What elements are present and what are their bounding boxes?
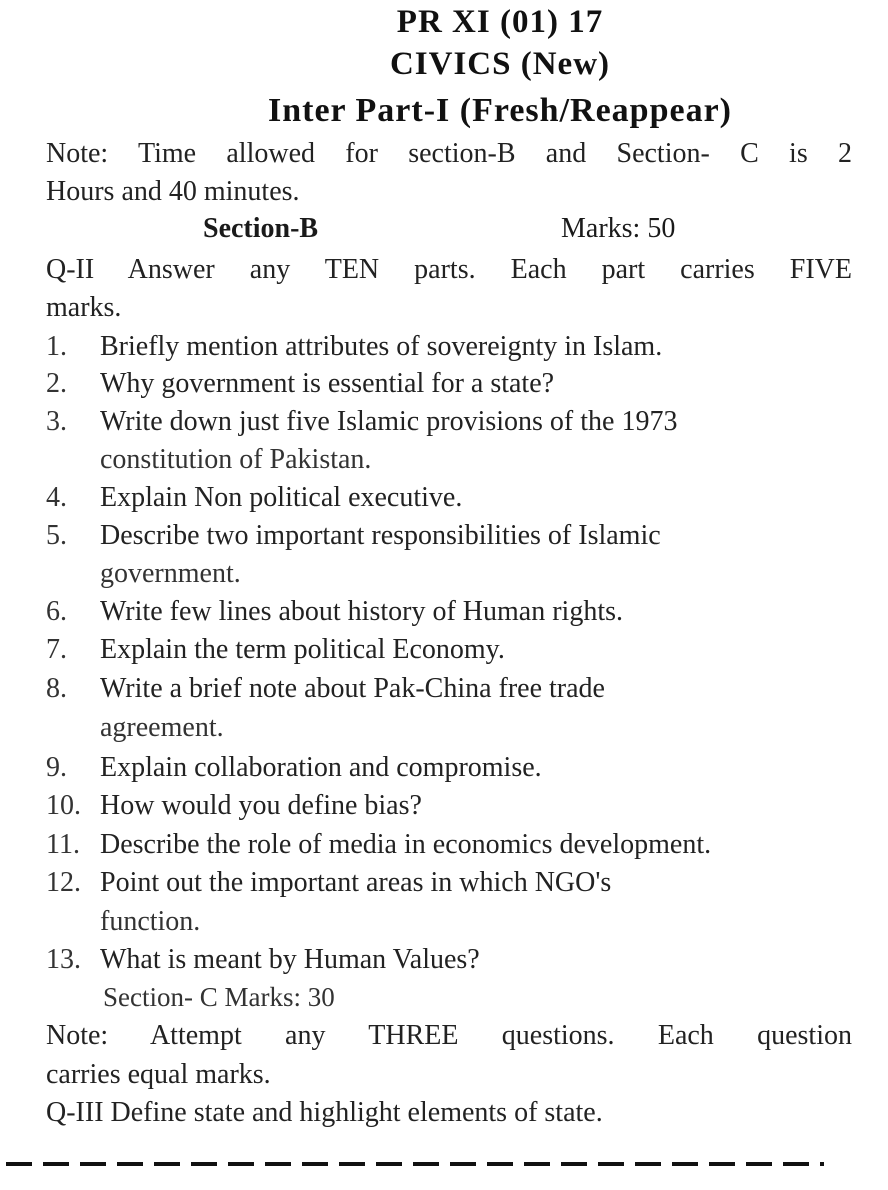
question-text: Explain collaboration and compromise. [100, 752, 542, 783]
question-text: Describe two important responsibilities of Islamic [100, 520, 661, 551]
section-c-title: Section- C Marks: 30 [103, 982, 335, 1012]
subject-title: CIVICS (New) [389, 46, 611, 82]
question-number: 12. [46, 867, 81, 898]
note-section-c-line2: carries equal marks. [46, 1059, 271, 1090]
question-number: 11. [46, 829, 80, 860]
question-text-continued: government. [100, 558, 241, 589]
question-number: 7. [46, 634, 67, 665]
question-text: Briefly mention attributes of sovereignty in Islam. [100, 331, 663, 362]
question-text: What is meant by Human Values? [100, 944, 480, 975]
question-text: Write a brief note about Pak-China free trade [100, 673, 605, 704]
question-number: 6. [46, 596, 67, 627]
question-number: 10. [46, 790, 81, 821]
question-number: 4. [46, 482, 67, 513]
paper-code: PR XI (01) 17 [396, 4, 604, 40]
question-text: Explain the term political Economy. [100, 634, 505, 665]
question-text: Point out the important areas in which NGO's [100, 867, 612, 898]
note-section-b-line2: Hours and 40 minutes. [46, 176, 300, 207]
question-number: 3. [46, 406, 67, 437]
note-section-b-line1: Note: Time allowed for section-B and Section- C is 2 [46, 138, 852, 169]
section-b-title: Section-B [203, 213, 319, 244]
q3-question: Q-III Define state and highlight elements of state. [46, 1097, 603, 1128]
question-number: 8. [46, 673, 67, 704]
question-number: 2. [46, 368, 67, 399]
question-text: Write down just five Islamic provisions of the 1973 [100, 406, 678, 437]
class-title: Inter Part-I (Fresh/Reappear) [268, 92, 732, 129]
question-text: Write few lines about history of Human rights. [100, 596, 623, 627]
question-text-continued: function. [100, 906, 201, 937]
question-number: 1. [46, 331, 67, 362]
question-text: Explain Non political executive. [100, 482, 463, 513]
question-text: Describe the role of media in economics development. [100, 829, 712, 860]
note-section-c-line1: Note: Attempt any THREE questions. Each question [46, 1020, 852, 1051]
dashed-divider [6, 1162, 824, 1166]
q2-instruction-line2: marks. [46, 292, 122, 323]
question-number: 5. [46, 520, 67, 551]
section-b-marks: Marks: 50 [561, 213, 676, 244]
question-text-continued: agreement. [100, 712, 224, 743]
question-number: 9. [46, 752, 67, 783]
question-number: 13. [46, 944, 81, 975]
question-text: How would you define bias? [100, 790, 422, 821]
q2-instruction-line1: Q-II Answer any TEN parts. Each part carries FIVE [46, 254, 852, 285]
question-text: Why government is essential for a state? [100, 368, 555, 399]
question-text-continued: constitution of Pakistan. [100, 444, 372, 475]
